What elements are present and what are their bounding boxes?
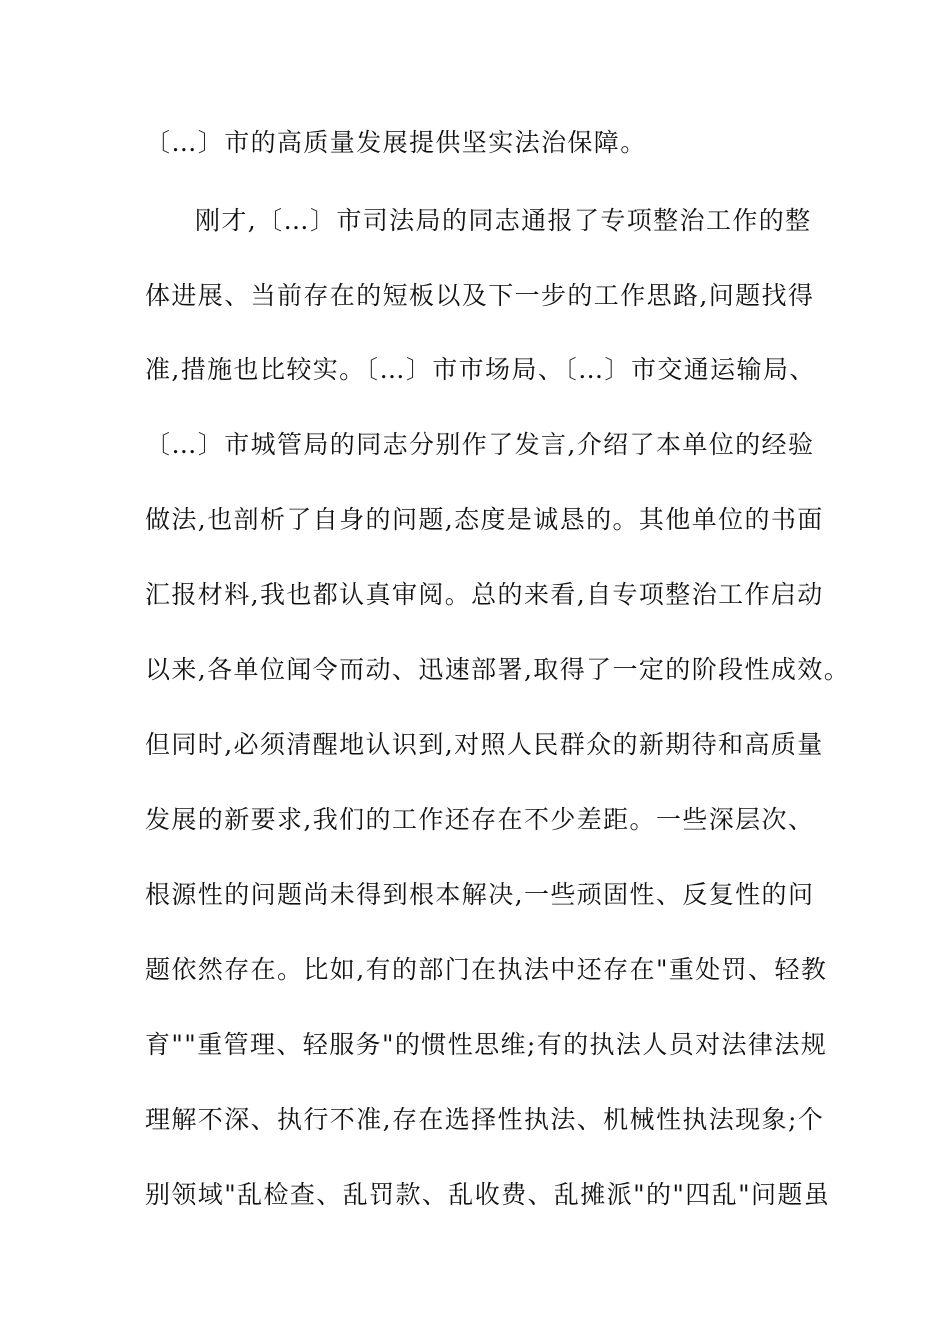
text-line-10: 发展的新要求,我们的工作还存在不少差距。一些深层次、 (145, 805, 815, 834)
text-line-11: 根源性的问题尚未得到根本解决,一些顽固性、反复性的问 (145, 880, 815, 909)
text-line-12: 题依然存在。比如,有的部门在执法中还存在"重处罚、轻教 (145, 955, 828, 984)
text-line-4: 准,措施也比较实。〔…〕市市场局、〔…〕市交通运输局、 (145, 355, 816, 384)
text-line-9: 但同时,必须清醒地认识到,对照人民群众的新期待和高质量 (145, 730, 824, 759)
text-line-1: 〔…〕市的高质量发展提供坚实法治保障。 (145, 128, 647, 157)
paragraph-start-line: 刚才,〔…〕市司法局的同志通报了专项整治工作的整 (195, 206, 812, 235)
text-line-14: 理解不深、执行不准,存在选择性执法、机械性执法现象;个 (145, 1105, 825, 1134)
text-line-8: 以来,各单位闻令而动、迅速部署,取得了一定的阶段性成效。 (145, 655, 851, 684)
text-line-3: 体进展、当前存在的短板以及下一步的工作思路,问题找得 (145, 281, 815, 310)
text-line-5: 〔…〕市城管局的同志分别作了发言,介绍了本单位的经验 (145, 430, 815, 459)
text-line-13: 育""重管理、轻服务"的惯性思维;有的执法人员对法律法规 (145, 1030, 828, 1059)
text-line-6: 做法,也剖析了自身的问题,态度是诚恳的。其他单位的书面 (145, 505, 824, 534)
text-line-7: 汇报材料,我也都认真审阅。总的来看,自专项整治工作启动 (145, 580, 824, 609)
text-line-15: 别领域"乱检查、乱罚款、乱收费、乱摊派"的"四乱"问题虽 (145, 1180, 831, 1209)
